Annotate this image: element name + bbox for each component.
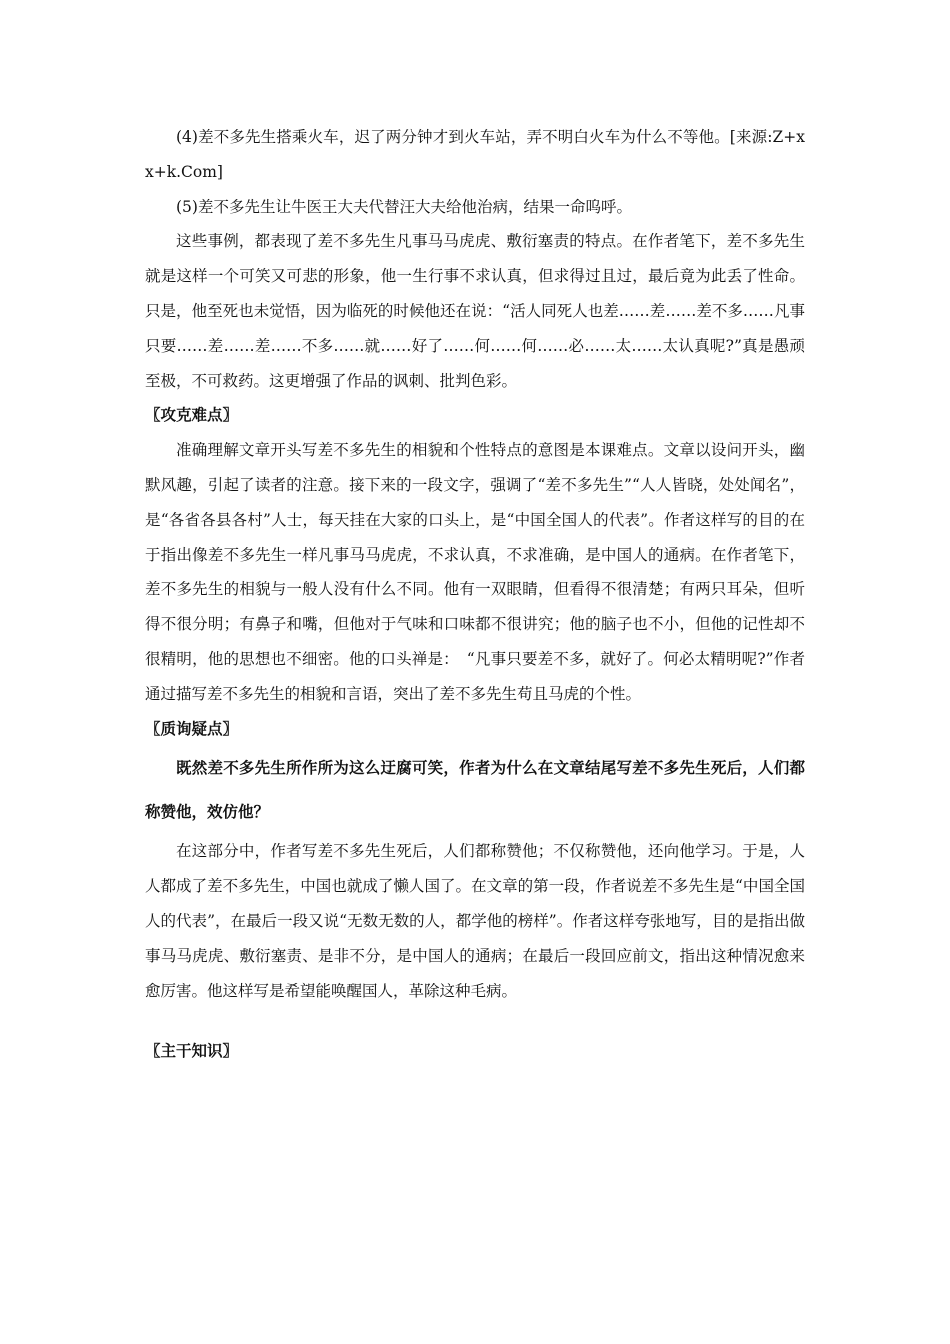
heading-main-knowledge: 〖主干知识〗	[145, 1041, 239, 1061]
paragraph-example-4: (4)差不多先生搭乘火车，迟了两分钟才到火车站，弄不明白火车为什么不等他。[来源:Z+xx+k.Com]	[145, 128, 805, 181]
paragraph-example-5: (5)差不多先生让牛医王大夫代替汪大夫给他治病，结果一命呜呼。	[176, 197, 632, 216]
paragraph-summary: 这些事例，都表现了差不多先生凡事马马虎虎、敷衍塞责的特点。在作者笔下，差不多先生就是这样一个可笑又可悲的形象，他一生行事不求认真，但求得过且过，最后竟为此丢了性命。只是，他至死也未觉悟，因为临死的时候他还在说：“活人同死人也差……差……差不多……凡事只要……差……差……不多……就……好了……何……何……必……太……太认真呢?”真是愚顽至极，不可救药。这更增强了作品的讽刺、批判色彩。	[145, 232, 805, 390]
paragraph-question-body: 在这部分中，作者写差不多先生死后，人们都称赞他；不仅称赞他，还向他学习。于是，人人都成了差不多先生，中国也就成了懒人国了。在文章的第一段，作者说差不多先生是“中国全国人的代表”，在最后一段又说“无数无数的人，都学他的榜样”。作者这样夸张地写，目的是指出做事马马虎虎、敷衍塞责、是非不分，是中国人的通病；在最后一段回应前文，指出这种情况愈来愈厉害。他这样写是希望能唤醒国人，革除这种毛病。	[145, 842, 805, 1000]
heading-question: 〖质询疑点〗	[145, 718, 239, 738]
paragraph-question: 既然差不多先生所作所为这么迂腐可笑，作者为什么在文章结尾写差不多先生死后，人们都称赞他，效仿他？	[145, 758, 805, 822]
section-gap	[145, 1008, 805, 1034]
heading-difficulty: 〖攻克难点〗	[145, 405, 239, 425]
document-page	[145, 120, 805, 1069]
paragraph-difficulty-body: 准确理解文章开头写差不多先生的相貌和个性特点的意图是本课难点。文章以设问开头，幽默风趣，引起了读者的注意。接下来的一段文字，强调了“差不多先生”“人人皆晓，处处闻名”，是“各省各县各村”人士，每天挂在大家的口头上，是“中国全国人的代表”。作者这样写的目的在于指出像差不多先生一样凡事马马虎虎，不求认真，不求准确，是中国人的通病。在作者笔下，差不多先生的相貌与一般人没有什么不同。他有一双眼睛，但看得不很清楚；有两只耳朵，但听得不很分明；有鼻子和嘴，但他对于气味和口味都不很讲究；他的脑子也不小，但他的记性却不很精明，他的思想也不细密。他的口头禅是： “凡事只要差不多，就好了。何必太精明呢?”作者通过描写差不多先生的相貌和言语，突出了差不多先生苟且马虎的个性。	[145, 441, 805, 703]
